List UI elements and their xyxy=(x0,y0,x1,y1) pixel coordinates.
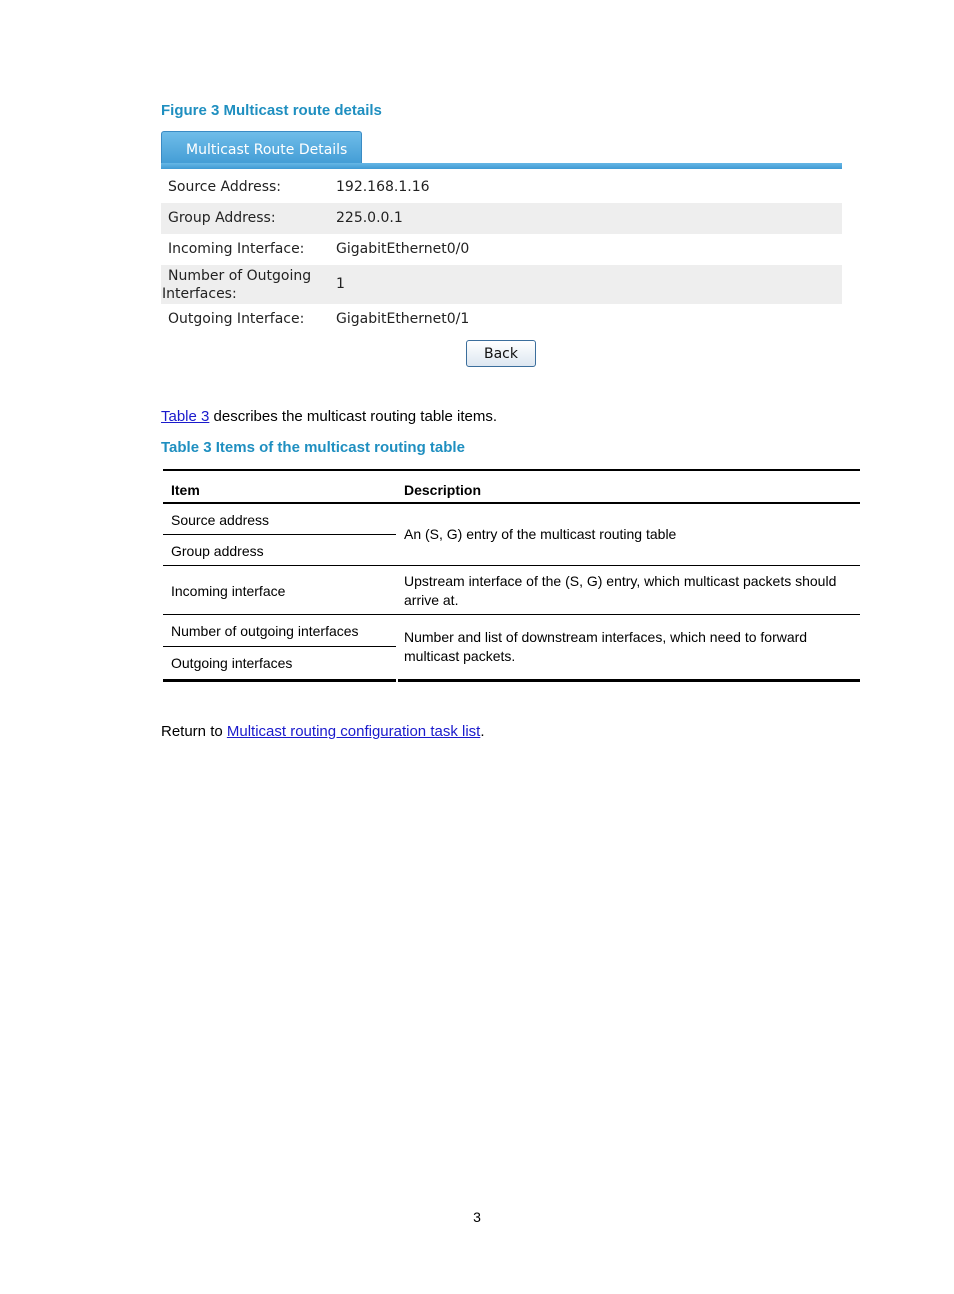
back-button[interactable]: Back xyxy=(466,340,536,367)
detail-row-outgoing-count xyxy=(161,265,842,304)
outgoing-count-label-line2: Interfaces: xyxy=(162,286,237,302)
desc-incoming-line2: arrive at. xyxy=(404,592,459,608)
table-bottom-rule xyxy=(163,679,396,682)
item-number-outgoing: Number of outgoing interfaces xyxy=(171,623,359,639)
source-address-label: Source Address: xyxy=(168,179,282,195)
return-prefix: Return to xyxy=(161,723,227,740)
desc-outgoing-line1: Number and list of downstream interfaces, which need to forward xyxy=(404,629,808,645)
item-incoming-interface: Incoming interface xyxy=(171,583,286,599)
table-top-rule xyxy=(163,469,860,471)
outgoing-count-label-line1: Number of Outgoing xyxy=(168,268,312,284)
detail-row-group xyxy=(161,203,842,234)
table-caption: Table 3 Items of the multicast routing table xyxy=(161,439,465,456)
return-paragraph xyxy=(161,723,485,740)
table-bottom-rule xyxy=(398,679,860,682)
desc-incoming-line1: Upstream interface of the (S, G) entry, which multicast packets should xyxy=(404,573,837,589)
intro-text: describes the multicast routing table items. xyxy=(209,408,498,425)
source-address-value: 192.168.1.16 xyxy=(336,179,430,195)
table-row-rule xyxy=(163,646,396,647)
page-number: 3 xyxy=(473,1209,481,1225)
group-address-label: Group Address: xyxy=(168,210,276,226)
outgoing-interface-value: GigabitEthernet0/1 xyxy=(336,311,470,327)
table-header-rule xyxy=(163,502,860,504)
desc-outgoing-line2: multicast packets. xyxy=(404,648,516,664)
intro-paragraph xyxy=(161,408,497,425)
task-list-link[interactable]: Multicast routing configuration task list xyxy=(226,723,481,740)
table-3-link[interactable]: Table 3 xyxy=(161,408,210,425)
outgoing-count-value: 1 xyxy=(336,276,345,292)
detail-row-source xyxy=(161,172,842,203)
header-description: Description xyxy=(404,482,482,498)
table-row-rule xyxy=(163,614,860,615)
item-outgoing-interfaces: Outgoing interfaces xyxy=(171,655,293,671)
figure-caption: Figure 3 Multicast route details xyxy=(161,102,382,119)
incoming-interface-value: GigabitEthernet0/0 xyxy=(336,241,470,257)
table-row-rule xyxy=(163,565,860,566)
group-address-value: 225.0.0.1 xyxy=(336,210,403,226)
item-group-address: Group address xyxy=(171,543,264,559)
table-row-rule xyxy=(163,534,396,535)
tab-underline xyxy=(161,163,842,169)
detail-row-outgoing xyxy=(161,304,842,335)
outgoing-interface-label: Outgoing Interface: xyxy=(168,311,305,327)
desc-addresses: An (S, G) entry of the multicast routing table xyxy=(404,526,677,542)
header-item: Item xyxy=(171,482,200,498)
item-source-address: Source address xyxy=(171,512,270,528)
incoming-interface-label: Incoming Interface: xyxy=(168,241,305,257)
detail-row-incoming xyxy=(161,234,842,265)
tab-multicast-route-details[interactable]: Multicast Route Details xyxy=(161,131,362,167)
return-suffix: . xyxy=(480,723,485,740)
